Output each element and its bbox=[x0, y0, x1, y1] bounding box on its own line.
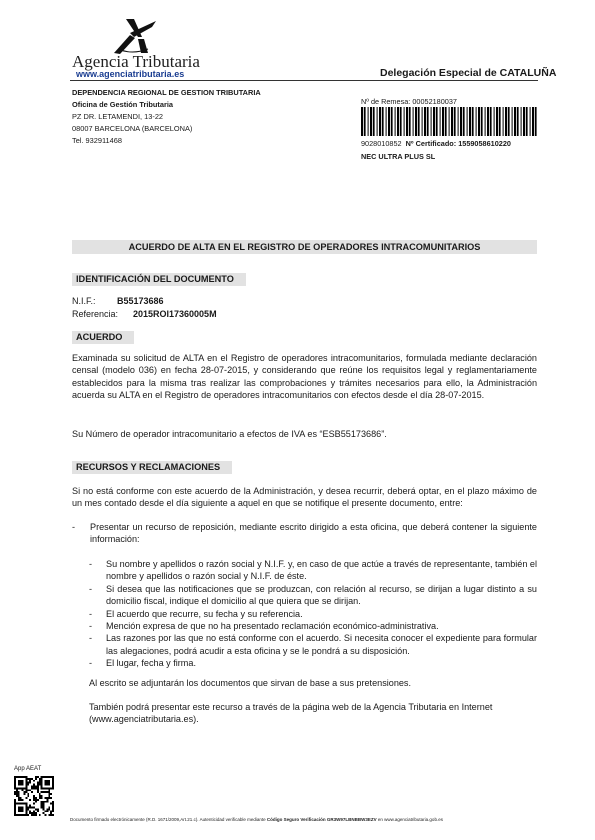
section-identificacion: IDENTIFICACIÓN DEL DOCUMENTO bbox=[72, 273, 246, 286]
office-address bbox=[72, 87, 261, 147]
document-title: ACUERDO DE ALTA EN EL REGISTRO DE OPERADORES INTRACOMUNITARIOS bbox=[72, 240, 537, 254]
nif-value: B55173686 bbox=[117, 296, 164, 306]
nif-label: N.I.F.: bbox=[72, 296, 96, 306]
list-item: - Mención expresa de que no ha presentado reclamación económico-administrativa. bbox=[89, 620, 537, 632]
documents-text: Al escrito se adjuntarán los documentos que sirvan de base a sus pretensiones. bbox=[89, 678, 412, 688]
agency-website-link[interactable]: www.agenciatributaria.es bbox=[76, 69, 185, 79]
company-name: NEC ULTRA PLUS SL bbox=[361, 152, 436, 161]
documents-paragraph bbox=[89, 677, 537, 689]
header-divider bbox=[70, 80, 538, 81]
list-item: - El acuerdo que recurre, su fecha y su referencia. bbox=[89, 608, 537, 620]
certificate-label: Nº Certificado: bbox=[405, 139, 457, 148]
footer-signature-note bbox=[70, 817, 538, 822]
recursos-intro: Si no está conforme con este acuerdo de la Administración, y desea recurrir, deberá optar, en el plazo máximo de un mes contado desde el día siguiente a aquel en que se notifique el presente documento, entre: bbox=[72, 486, 537, 509]
office-name: Oficina de Gestión Tributaria bbox=[72, 100, 174, 109]
list-item: - El lugar, fecha y firma. bbox=[89, 657, 537, 669]
requirement-text: El acuerdo que recurre, su fecha y su referencia. bbox=[106, 608, 303, 619]
requirement-text: El lugar, fecha y firma. bbox=[106, 658, 196, 669]
section-acuerdo: ACUERDO bbox=[72, 331, 134, 344]
recurso-reposicion-text: Presentar un recurso de reposición, mediante escrito dirigido a esta oficina, que deberá contener la siguiente información: bbox=[90, 522, 537, 545]
certificate-code: 9028010852 bbox=[361, 139, 402, 148]
web-text: También podrá presentar este recurso a través de la página web de la Agencia Tributaria en Internet (www.agenciatributaria.es). bbox=[89, 702, 493, 725]
requirement-text: Las razones por las que no está conforme con el acuerdo. Si necesita conocer el expediente para formular las alegaciones, podrá acudir a esta oficina y se le pondrá a su disposición. bbox=[106, 633, 537, 656]
list-item: - Su nombre y apellidos o razón social y N.I.F. y, en caso de que actúe a través de representante, también el nombre y apellidos o razón social y N.I.F. de éste. bbox=[89, 559, 538, 582]
list-item: - Las razones por las que no está conforme con el acuerdo. Si necesita conocer el expediente para formular las alegaciones, podrá acudir a esta oficina y se le pondrá a su disposición. bbox=[89, 633, 537, 656]
office-dependency: DEPENDENCIA REGIONAL DE GESTION TRIBUTARIA bbox=[72, 88, 261, 97]
requirements-list bbox=[89, 558, 537, 670]
list-item: - Si desea que las notificaciones que se produzcan, con relación al recurso, se dirijan a lugar distinto a su domicilio fiscal, indique el domicilio al que quiera que se dirijan. bbox=[89, 583, 537, 607]
web-paragraph bbox=[89, 701, 537, 726]
requirement-text: Su nombre y apellidos o razón social y N.I.F. y, en caso de que actúe a través de representante, también el nombre y apellidos o razón social y N.I.F. de éste. bbox=[106, 559, 538, 582]
reference-value: 2015ROI17360005M bbox=[133, 309, 217, 319]
barcode bbox=[361, 107, 537, 136]
footer-text: Documento firmado electrónicamente (R.D. 1671/2009,Art.21.c). Autenticidad verificable mediante bbox=[70, 817, 266, 822]
remesa-number: Nº de Remesa: 00052180037 bbox=[361, 97, 457, 106]
list-item bbox=[72, 521, 537, 546]
reference-label: Referencia: bbox=[72, 309, 119, 319]
requirement-text: Mención expresa de que no ha presentado reclamación económico-administrativa. bbox=[106, 621, 439, 632]
csv-code: Código Seguro Verificación GR3W97LBNBBW3EZV bbox=[266, 817, 377, 822]
acuerdo-paragraph: Examinada su solicitud de ALTA en el Registro de operadores intracomunitarios, formulada mediante declaración censal (modelo 036) en fecha 28-07-2015, y considerando que reúne los requisitos legal y reglamentariamente establecidos para la misma tras realizar las comprobaciones y trámites necesarios para ello, la Administración acuerda su ALTA en el Registro de operadores intracomunitarios con efectos desde el día 28-07-2015. bbox=[72, 353, 537, 401]
qr-code-icon[interactable] bbox=[14, 776, 54, 816]
app-aeat-label: App AEAT bbox=[14, 766, 42, 772]
delegation-title: Delegación Especial de CATALUÑA bbox=[380, 67, 557, 79]
agencia-tributaria-emblem-icon bbox=[108, 19, 156, 55]
bullet-dash: - bbox=[72, 522, 76, 532]
certificate-number: 1559058610220 bbox=[458, 139, 511, 148]
office-city: 08007 BARCELONA (BARCELONA) bbox=[72, 124, 193, 133]
section-recursos: RECURSOS Y RECLAMACIONES bbox=[72, 461, 232, 474]
office-street: PZ DR. LETAMENDI, 13-22 bbox=[72, 112, 164, 121]
footer-website[interactable]: en www.agenciatributaria.gob.es bbox=[377, 817, 443, 822]
operator-number-paragraph: Su Número de operador intracomunitario a efectos de IVA es “ESB55173686”. bbox=[72, 429, 387, 439]
requirement-text: Si desea que las notificaciones que se produzcan, con relación al recurso, se dirijan a lugar distinto a su domicilio fiscal, indique el domicilio al que quiera que se dirijan. bbox=[106, 583, 537, 607]
certificate-line bbox=[361, 139, 511, 148]
agency-name: Agencia Tributaria bbox=[72, 52, 200, 71]
office-phone: Tel. 932911468 bbox=[72, 136, 122, 145]
